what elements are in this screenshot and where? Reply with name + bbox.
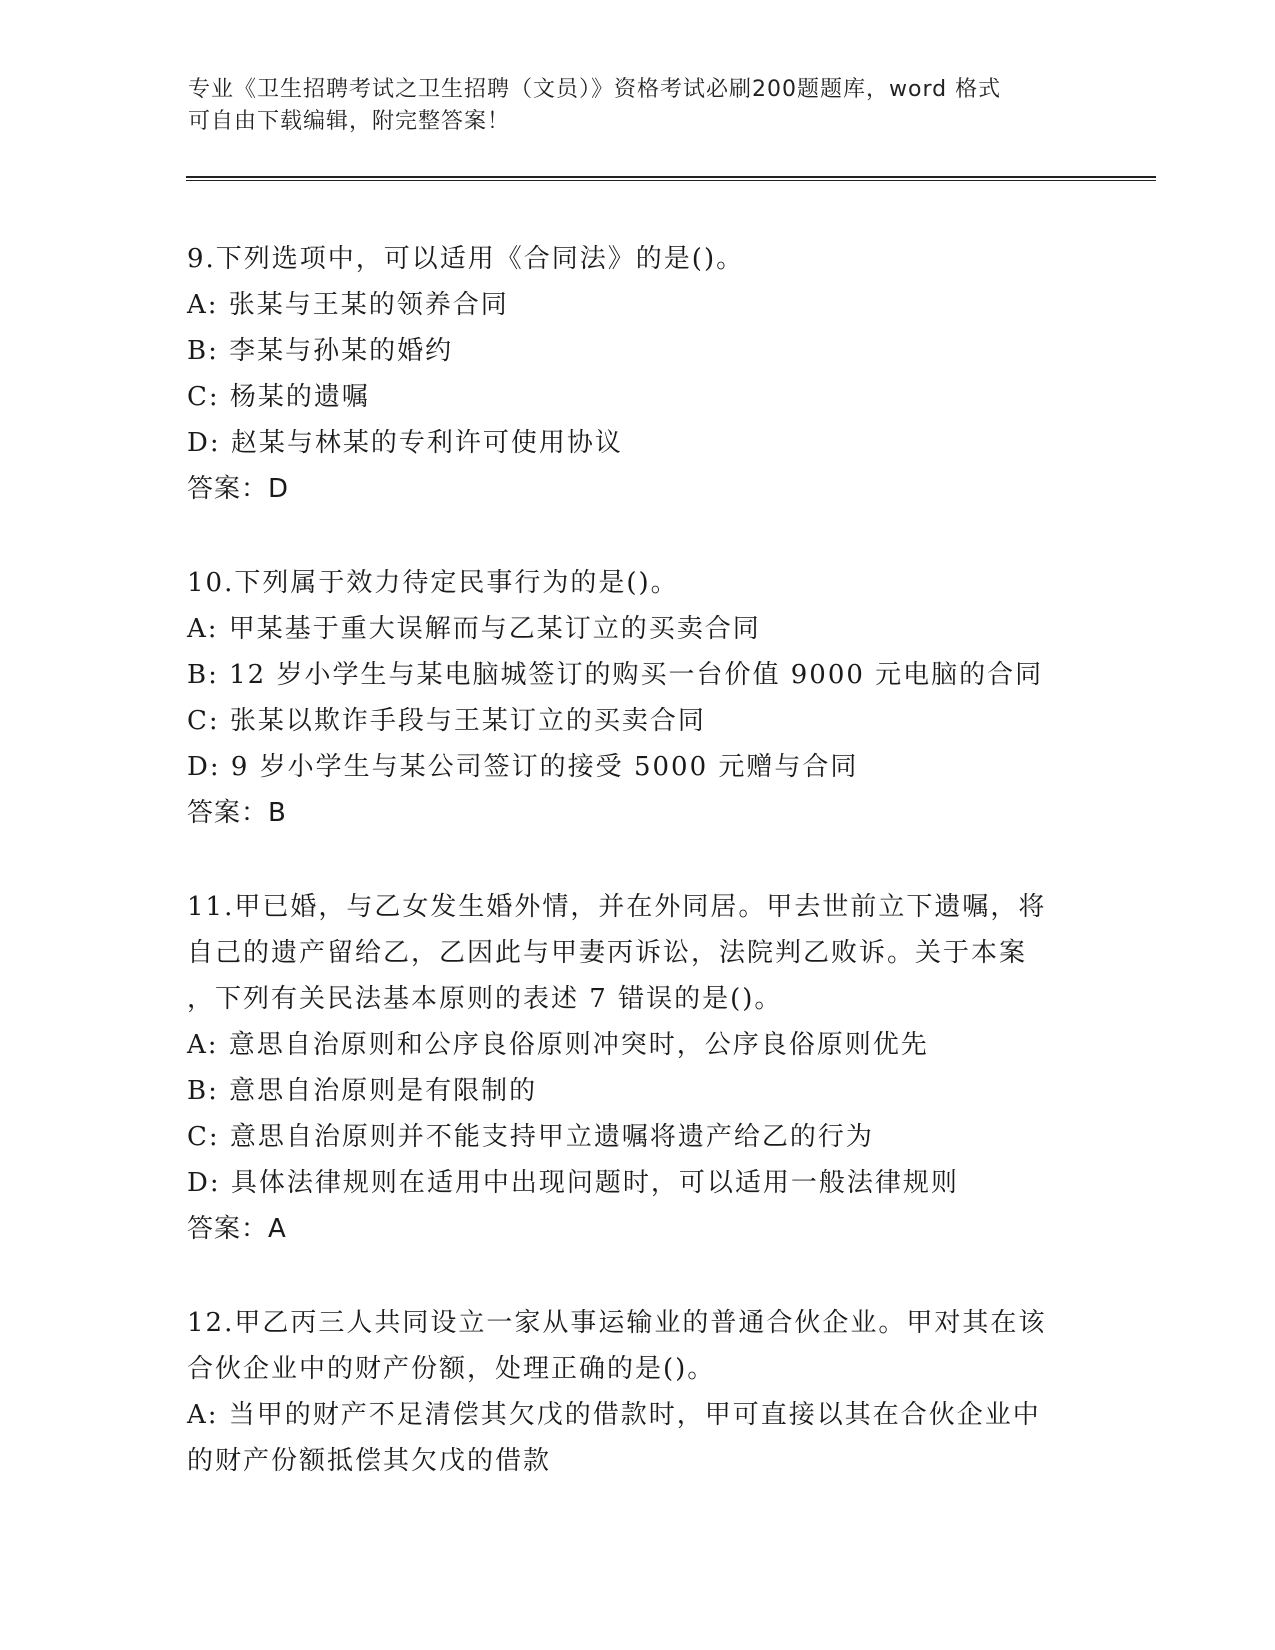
option-b: B: 李某与孙某的婚约 [187, 336, 454, 366]
question-list [187, 236, 1087, 1532]
question-9 [187, 236, 1087, 512]
stem-line: 11.甲已婚，与乙女发生婚外情，并在外同居。甲去世前立下遗嘱，将 [187, 892, 1047, 922]
option-b: B: 意思自治原则是有限制的 [187, 1076, 538, 1106]
document-header [188, 74, 1088, 138]
header-title-line-2: 可自由下载编辑，附完整答案！ [188, 109, 511, 134]
stem-line: ，下列有关民法基本原则的表述 7 错误的是()。 [187, 984, 783, 1014]
option-d: D: 具体法律规则在适用中出现问题时，可以适用一般法律规则 [187, 1168, 959, 1198]
question-stem [187, 884, 1087, 1022]
option-c: C: 杨某的遗嘱 [187, 382, 370, 412]
question-stem [187, 560, 1087, 606]
option-a: A: 张某与王某的领养合同 [187, 290, 509, 320]
option-d: D: 9 岁小学生与某公司签订的接受 5000 元赠与合同 [187, 752, 859, 782]
option-c: C: 意思自治原则并不能支持甲立遗嘱将遗产给乙的行为 [187, 1122, 874, 1152]
option-a-continued: 的财产份额抵偿其欠戊的借款 [187, 1446, 552, 1476]
stem-line: 自己的遗产留给乙，乙因此与甲妻丙诉讼，法院判乙败诉。关于本案 [187, 938, 1028, 968]
option-a: A: 意思自治原则和公序良俗原则冲突时，公序良俗原则优先 [187, 1030, 929, 1060]
header-title-line-1: 专业《卫生招聘考试之卫生招聘（文员）》资格考试必刷200题题库，word 格式 [188, 77, 1002, 102]
answer: 答案：D [187, 474, 290, 504]
stem-line: 12.甲乙丙三人共同设立一家从事运输业的普通合伙企业。甲对其在该 [187, 1308, 1047, 1338]
option-a: A: 当甲的财产不足清偿其欠戊的借款时，甲可直接以其在合伙企业中 [187, 1400, 1041, 1430]
option-c: C: 张某以欺诈手段与王某订立的买卖合同 [187, 706, 706, 736]
question-stem [187, 236, 1087, 282]
question-11 [187, 884, 1087, 1252]
stem-line: 合伙企业中的财产份额，处理正确的是()。 [187, 1354, 716, 1384]
question-stem [187, 1300, 1087, 1392]
answer: 答案：B [187, 798, 287, 828]
option-b: B: 12 岁小学生与某电脑城签订的购买一台价值 9000 元电脑的合同 [187, 660, 1044, 690]
stem-line: 9.下列选项中，可以适用《合同法》的是()。 [187, 244, 745, 274]
option-d: D: 赵某与林某的专利许可使用协议 [187, 428, 623, 458]
question-10 [187, 560, 1087, 836]
question-12 [187, 1300, 1087, 1484]
option-a: A: 甲某基于重大误解而与乙某订立的买卖合同 [187, 614, 761, 644]
stem-line: 10.下列属于效力待定民事行为的是()。 [187, 568, 679, 598]
answer: 答案：A [187, 1214, 287, 1244]
header-divider [186, 176, 1156, 181]
